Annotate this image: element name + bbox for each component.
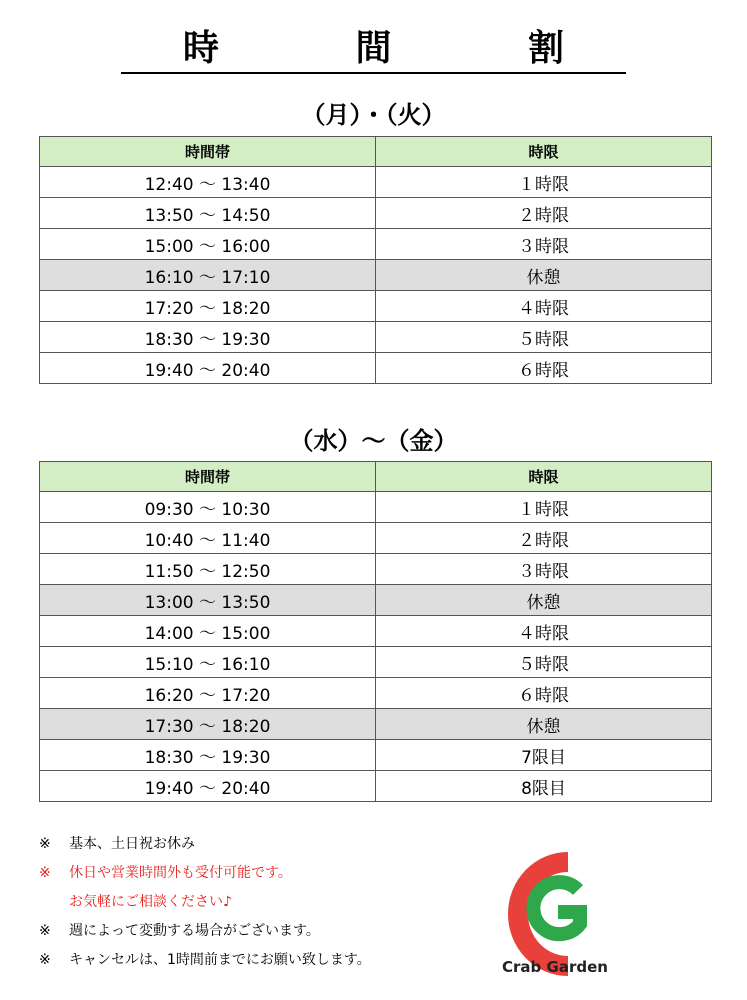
period-cell: ４時限 [376,616,712,647]
note-text: お気軽にご相談ください♪ [69,894,232,910]
note-mark: ※ [39,865,51,881]
note-text: 基本、土日祝お休み [69,836,195,852]
note-item [39,859,371,888]
period-cell: ６時限 [376,353,712,384]
table-row [40,322,712,353]
time-cell: 11:50 ～ 12:50 [40,554,376,585]
period-cell: ２時限 [376,198,712,229]
logo-letter-g [533,882,580,934]
notes-list [39,830,371,975]
note-mark: ※ [39,952,51,968]
note-text: キャンセルは、1時間前までにお願い致します。 [69,952,371,968]
note-item [39,946,371,975]
table-row [40,492,712,523]
note-text: 週によって変動する場合がございます。 [69,923,320,939]
table-row [40,229,712,260]
table-row [40,647,712,678]
time-cell: 19:40 ～ 20:40 [40,771,376,802]
period-cell: ４時限 [376,291,712,322]
table-row [40,771,712,802]
table-row [40,523,712,554]
table-row [40,616,712,647]
note-mark: ※ [39,836,51,852]
table-row [40,353,712,384]
time-cell: 10:40 ～ 11:40 [40,523,376,554]
column-header-time: 時間帯 [40,137,376,167]
note-item [39,917,371,946]
period-cell: ５時限 [376,647,712,678]
period-cell: 休憩 [376,709,712,740]
column-header-period: 時限 [376,137,712,167]
period-cell: ２時限 [376,523,712,554]
note-text: 休日や営業時間外も受付可能です。 [69,865,292,881]
note-item [39,888,371,917]
schedule2-heading: （水）～（金） [289,427,458,455]
time-cell: 19:40 ～ 20:40 [40,353,376,384]
time-cell: 17:30 ～ 18:20 [40,709,376,740]
time-cell: 16:10 ～ 17:10 [40,260,376,291]
table-row [40,167,712,198]
period-cell: １時限 [376,492,712,523]
schedule1-heading: （月）・（火） [301,101,446,129]
period-cell: １時限 [376,167,712,198]
time-cell: 18:30 ～ 19:30 [40,322,376,353]
note-item [39,830,371,859]
break-row [40,585,712,616]
page-title: 時 間 割 [0,26,747,74]
table-row [40,554,712,585]
time-cell: 15:10 ～ 16:10 [40,647,376,678]
break-row [40,260,712,291]
period-cell: ５時限 [376,322,712,353]
schedule1-table [39,136,712,384]
period-cell: 休憩 [376,260,712,291]
time-cell: 18:30 ～ 19:30 [40,740,376,771]
period-cell: ３時限 [376,229,712,260]
note-mark: ※ [39,923,51,939]
time-cell: 17:20 ～ 18:20 [40,291,376,322]
table-row [40,678,712,709]
period-cell: 休憩 [376,585,712,616]
period-cell: ６時限 [376,678,712,709]
time-cell: 13:50 ～ 14:50 [40,198,376,229]
table-row [40,291,712,322]
time-cell: 13:00 ～ 13:50 [40,585,376,616]
brand-name: Crab Garden [502,958,608,976]
table-header-row [40,462,712,492]
break-row [40,709,712,740]
time-cell: 09:30 ～ 10:30 [40,492,376,523]
table-row [40,198,712,229]
time-cell: 14:00 ～ 15:00 [40,616,376,647]
column-header-time: 時間帯 [40,462,376,492]
table-row [40,740,712,771]
table-header-row [40,137,712,167]
period-cell: ３時限 [376,554,712,585]
time-cell: 16:20 ～ 17:20 [40,678,376,709]
period-cell: 8限目 [376,771,712,802]
time-cell: 15:00 ～ 16:00 [40,229,376,260]
time-cell: 12:40 ～ 13:40 [40,167,376,198]
column-header-period: 時限 [376,462,712,492]
schedule2-table [39,461,712,802]
period-cell: 7限目 [376,740,712,771]
